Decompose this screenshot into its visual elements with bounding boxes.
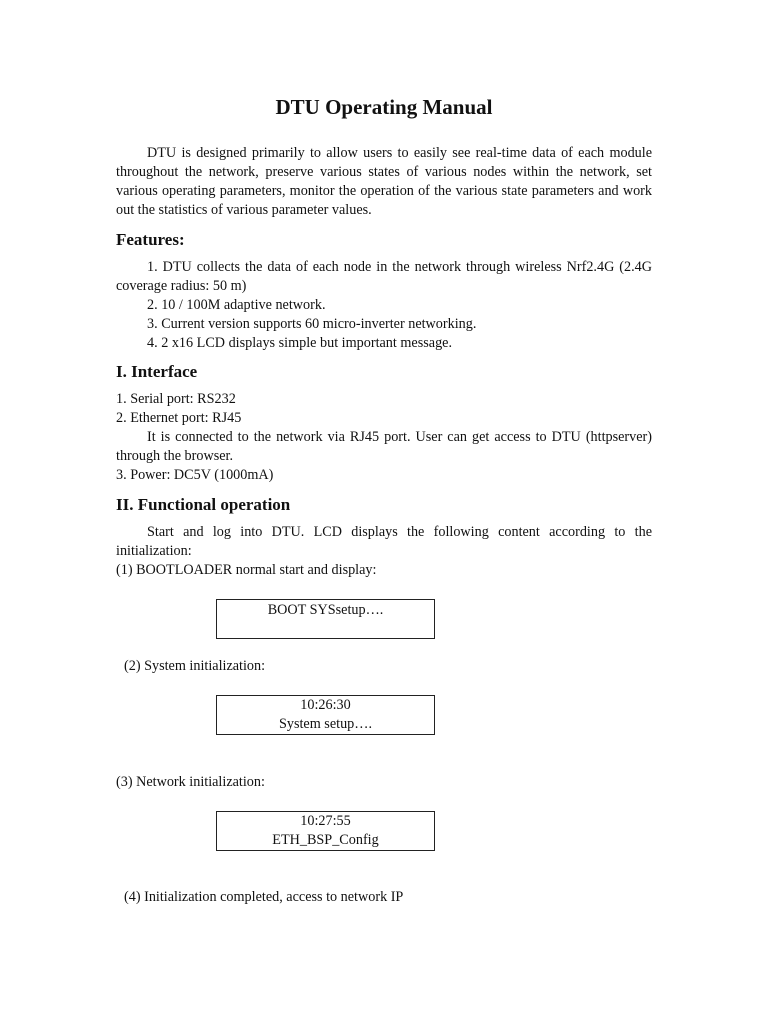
functional-intro: Start and log into DTU. LCD displays the following content according to the initialization: bbox=[116, 524, 652, 559]
lcd-line: ETH_BSP_Config bbox=[272, 832, 379, 848]
lcd-line: BOOT SYSsetup…. bbox=[267, 602, 384, 618]
lcd-line: 10:26:30 bbox=[300, 697, 351, 713]
step-1-label: (1) BOOTLOADER normal start and display: bbox=[116, 562, 377, 578]
lcd-display-system bbox=[216, 695, 435, 735]
feature-item-3: 3. Current version supports 60 micro-inverter networking. bbox=[147, 316, 477, 332]
ethernet-note: It is connected to the network via RJ45 port. User can get access to DTU (httpserver) through the browser. bbox=[116, 429, 652, 464]
lcd-display-network bbox=[216, 811, 435, 851]
intro-paragraph: DTU is designed primarily to allow users to easily see real-time data of each module throughout the network, preserve various states of various nodes within the network, set various operating parameters, monitor the operation of the various state parameters and work out the statistics of various parameter values. bbox=[116, 145, 652, 218]
feature-item-1: 1. DTU collects the data of each node in the network through wireless Nrf2.4G (2.4G coverage radius: 50 m) bbox=[116, 259, 652, 294]
lcd-line: System setup…. bbox=[278, 716, 372, 732]
document-title: DTU Operating Manual bbox=[275, 95, 493, 119]
lcd-display-bootloader bbox=[216, 599, 435, 639]
power-line: 3. Power: DC5V (1000mA) bbox=[116, 467, 274, 483]
serial-port-line: 1. Serial port: RS232 bbox=[116, 391, 236, 407]
ethernet-port-line: 2. Ethernet port: RJ45 bbox=[116, 410, 242, 426]
functional-heading: II. Functional operation bbox=[116, 495, 291, 514]
feature-item-2: 2. 10 / 100M adaptive network. bbox=[147, 297, 326, 313]
step-2-label: (2) System initialization: bbox=[124, 658, 266, 674]
lcd-line: 10:27:55 bbox=[300, 813, 351, 829]
interface-heading: I. Interface bbox=[116, 362, 198, 381]
step-3-label: (3) Network initialization: bbox=[116, 774, 265, 790]
step-4-label: (4) Initialization completed, access to network IP bbox=[124, 889, 404, 905]
feature-item-4: 4. 2 x16 LCD displays simple but important message. bbox=[147, 335, 453, 351]
features-heading: Features: bbox=[116, 230, 185, 249]
